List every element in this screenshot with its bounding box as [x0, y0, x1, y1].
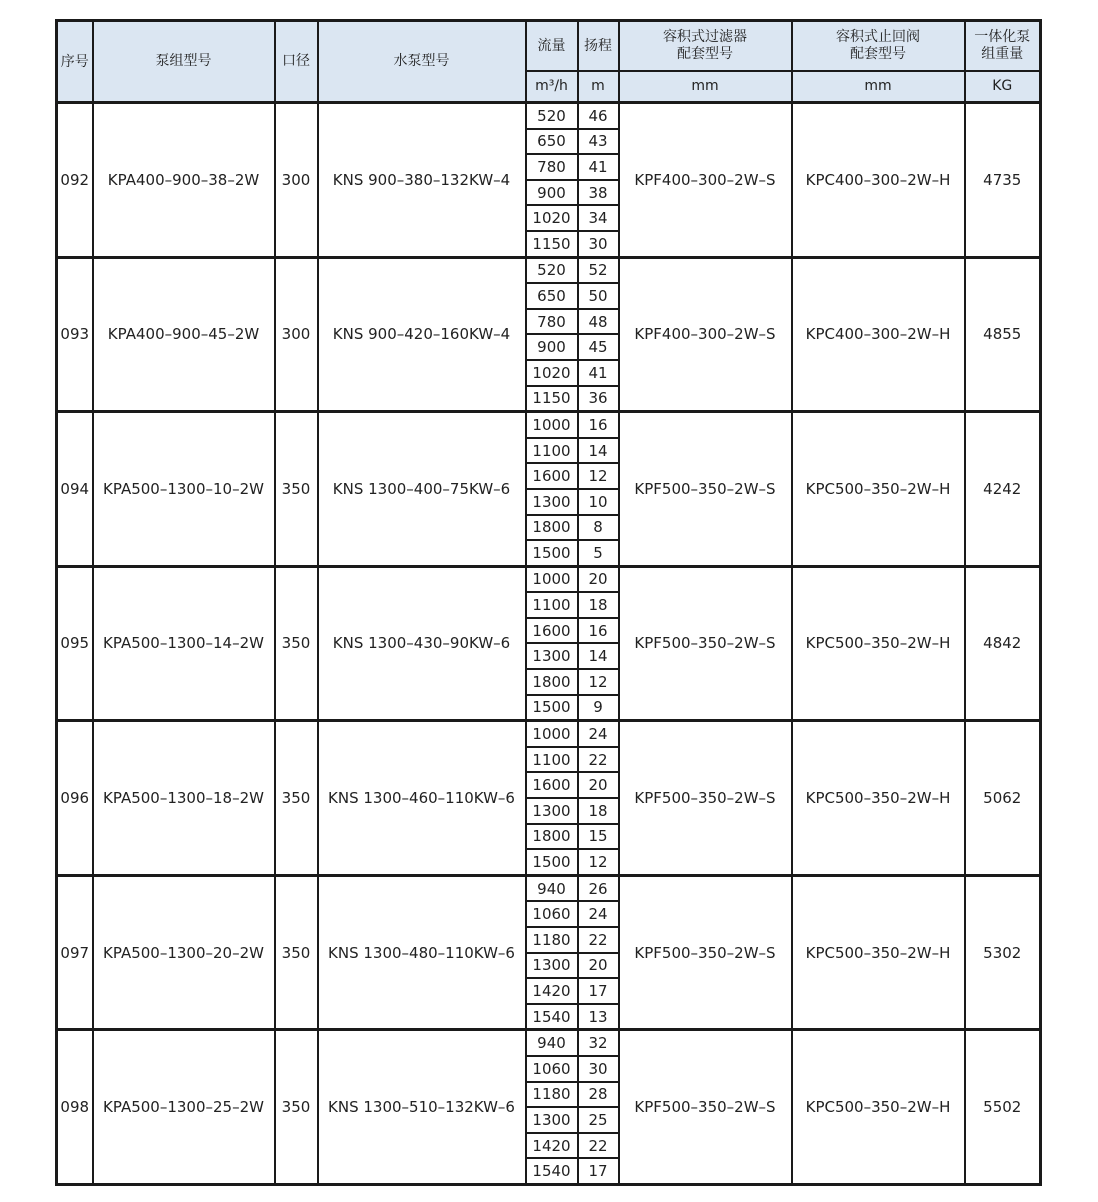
flow-cell: 1540	[526, 1004, 578, 1030]
pump-set-model-cell: KPA500–1300–14–2W	[93, 566, 275, 721]
flow-cell: 780	[526, 309, 578, 335]
head-cell: 8	[578, 515, 619, 541]
head-cell: 18	[578, 798, 619, 824]
caliber-cell: 350	[275, 1030, 318, 1185]
flow-cell: 1500	[526, 849, 578, 875]
pump-set-model-cell: KPA500–1300–25–2W	[93, 1030, 275, 1185]
header-pump-set-model: 泵组型号	[93, 21, 275, 103]
header-head: 扬程	[578, 21, 619, 72]
check-valve-model-cell: KPC500–350–2W–H	[792, 721, 965, 876]
flow-cell: 520	[526, 257, 578, 283]
check-valve-model-cell: KPC500–350–2W–H	[792, 1030, 965, 1185]
head-cell: 24	[578, 901, 619, 927]
flow-cell: 1180	[526, 927, 578, 953]
head-cell: 20	[578, 953, 619, 979]
head-cell: 16	[578, 412, 619, 438]
flow-cell: 1300	[526, 489, 578, 515]
head-cell: 22	[578, 927, 619, 953]
flow-cell: 1420	[526, 978, 578, 1004]
flow-cell: 1000	[526, 721, 578, 747]
flow-cell: 780	[526, 154, 578, 180]
seq-cell: 093	[57, 257, 93, 412]
seq-cell: 094	[57, 412, 93, 567]
flow-cell: 1150	[526, 386, 578, 412]
filter-model-cell: KPF500–350–2W–S	[619, 875, 792, 1030]
table-row	[57, 257, 1041, 283]
seq-cell: 097	[57, 875, 93, 1030]
caliber-cell: 350	[275, 875, 318, 1030]
check-valve-model-cell: KPC500–350–2W–H	[792, 412, 965, 567]
check-valve-model-cell: KPC500–350–2W–H	[792, 566, 965, 721]
flow-cell: 1600	[526, 772, 578, 798]
flow-cell: 1060	[526, 901, 578, 927]
head-cell: 48	[578, 309, 619, 335]
flow-cell: 900	[526, 180, 578, 206]
flow-cell: 1150	[526, 231, 578, 257]
unit-head: m	[578, 71, 619, 103]
pump-model-cell: KNS 900–420–160KW–4	[318, 257, 526, 412]
flow-cell: 1500	[526, 540, 578, 566]
head-cell: 9	[578, 695, 619, 721]
head-cell: 30	[578, 231, 619, 257]
flow-cell: 1020	[526, 360, 578, 386]
unit-filter: mm	[619, 71, 792, 103]
head-cell: 12	[578, 463, 619, 489]
filter-model-cell: KPF500–350–2W–S	[619, 721, 792, 876]
flow-cell: 900	[526, 334, 578, 360]
head-cell: 14	[578, 438, 619, 464]
unit-weight: KG	[965, 71, 1041, 103]
head-cell: 22	[578, 747, 619, 773]
flow-cell: 1000	[526, 412, 578, 438]
header-filter-model: 容积式过滤器 配套型号	[619, 21, 792, 72]
head-cell: 52	[578, 257, 619, 283]
table-row	[57, 721, 1041, 747]
head-cell: 22	[578, 1133, 619, 1159]
flow-cell: 1100	[526, 438, 578, 464]
flow-cell: 1300	[526, 798, 578, 824]
head-cell: 25	[578, 1107, 619, 1133]
head-cell: 17	[578, 978, 619, 1004]
pump-model-cell: KNS 1300–430–90KW–6	[318, 566, 526, 721]
check-valve-model-cell: KPC400–300–2W–H	[792, 257, 965, 412]
table-header	[57, 21, 1041, 103]
unit-check-valve: mm	[792, 71, 965, 103]
head-cell: 34	[578, 205, 619, 231]
flow-cell: 520	[526, 103, 578, 129]
head-cell: 45	[578, 334, 619, 360]
head-cell: 30	[578, 1056, 619, 1082]
head-cell: 41	[578, 360, 619, 386]
flow-cell: 1540	[526, 1158, 578, 1184]
flow-cell: 940	[526, 1030, 578, 1056]
weight-cell: 5302	[965, 875, 1041, 1030]
unit-flow: m³/h	[526, 71, 578, 103]
flow-cell: 1800	[526, 824, 578, 850]
flow-cell: 1100	[526, 747, 578, 773]
pump-set-model-cell: KPA400–900–38–2W	[93, 103, 275, 258]
filter-model-cell: KPF500–350–2W–S	[619, 412, 792, 567]
flow-cell: 1500	[526, 695, 578, 721]
flow-cell: 1600	[526, 618, 578, 644]
seq-cell: 096	[57, 721, 93, 876]
flow-cell: 940	[526, 875, 578, 901]
pump-set-model-cell: KPA500–1300–18–2W	[93, 721, 275, 876]
header-pump-model: 水泵型号	[318, 21, 526, 103]
head-cell: 5	[578, 540, 619, 566]
flow-cell: 650	[526, 283, 578, 309]
flow-cell: 650	[526, 129, 578, 155]
caliber-cell: 350	[275, 412, 318, 567]
table-row	[57, 103, 1041, 129]
head-cell: 43	[578, 129, 619, 155]
flow-cell: 1000	[526, 566, 578, 592]
head-cell: 10	[578, 489, 619, 515]
weight-cell: 4855	[965, 257, 1041, 412]
header-flow: 流量	[526, 21, 578, 72]
head-cell: 41	[578, 154, 619, 180]
head-cell: 12	[578, 849, 619, 875]
flow-cell: 1300	[526, 953, 578, 979]
pump-set-model-cell: KPA400–900–45–2W	[93, 257, 275, 412]
pump-model-cell: KNS 1300–460–110KW–6	[318, 721, 526, 876]
head-cell: 36	[578, 386, 619, 412]
header-caliber: 口径	[275, 21, 318, 103]
head-cell: 18	[578, 592, 619, 618]
filter-model-cell: KPF500–350–2W–S	[619, 1030, 792, 1185]
head-cell: 38	[578, 180, 619, 206]
pump-model-cell: KNS 900–380–132KW–4	[318, 103, 526, 258]
flow-cell: 1300	[526, 643, 578, 669]
weight-cell: 5502	[965, 1030, 1041, 1185]
weight-cell: 5062	[965, 721, 1041, 876]
check-valve-model-cell: KPC400–300–2W–H	[792, 103, 965, 258]
seq-cell: 092	[57, 103, 93, 258]
head-cell: 15	[578, 824, 619, 850]
pump-set-model-cell: KPA500–1300–20–2W	[93, 875, 275, 1030]
head-cell: 26	[578, 875, 619, 901]
flow-cell: 1180	[526, 1082, 578, 1108]
head-cell: 13	[578, 1004, 619, 1030]
flow-cell: 1600	[526, 463, 578, 489]
head-cell: 28	[578, 1082, 619, 1108]
seq-cell: 095	[57, 566, 93, 721]
table-row	[57, 412, 1041, 438]
header-weight: 一体化泵 组重量	[965, 21, 1041, 72]
flow-cell: 1100	[526, 592, 578, 618]
seq-cell: 098	[57, 1030, 93, 1185]
head-cell: 14	[578, 643, 619, 669]
weight-cell: 4842	[965, 566, 1041, 721]
flow-cell: 1060	[526, 1056, 578, 1082]
head-cell: 46	[578, 103, 619, 129]
caliber-cell: 300	[275, 103, 318, 258]
check-valve-model-cell: KPC500–350–2W–H	[792, 875, 965, 1030]
pump-set-model-cell: KPA500–1300–10–2W	[93, 412, 275, 567]
caliber-cell: 350	[275, 566, 318, 721]
table-row	[57, 566, 1041, 592]
pump-model-cell: KNS 1300–510–132KW–6	[318, 1030, 526, 1185]
head-cell: 20	[578, 772, 619, 798]
head-cell: 50	[578, 283, 619, 309]
filter-model-cell: KPF500–350–2W–S	[619, 566, 792, 721]
head-cell: 12	[578, 669, 619, 695]
caliber-cell: 350	[275, 721, 318, 876]
pump-model-cell: KNS 1300–480–110KW–6	[318, 875, 526, 1030]
flow-cell: 1020	[526, 205, 578, 231]
table-row	[57, 875, 1041, 901]
table-row	[57, 1030, 1041, 1056]
head-cell: 16	[578, 618, 619, 644]
weight-cell: 4242	[965, 412, 1041, 567]
pump-spec-table	[55, 19, 1042, 1186]
filter-model-cell: KPF400–300–2W–S	[619, 257, 792, 412]
head-cell: 32	[578, 1030, 619, 1056]
head-cell: 20	[578, 566, 619, 592]
header-seq: 序号	[57, 21, 93, 103]
flow-cell: 1420	[526, 1133, 578, 1159]
flow-cell: 1800	[526, 515, 578, 541]
caliber-cell: 300	[275, 257, 318, 412]
filter-model-cell: KPF400–300–2W–S	[619, 103, 792, 258]
header-check-valve-model: 容积式止回阀 配套型号	[792, 21, 965, 72]
head-cell: 24	[578, 721, 619, 747]
flow-cell: 1800	[526, 669, 578, 695]
flow-cell: 1300	[526, 1107, 578, 1133]
table-body	[57, 103, 1041, 1185]
weight-cell: 4735	[965, 103, 1041, 258]
pump-model-cell: KNS 1300–400–75KW–6	[318, 412, 526, 567]
head-cell: 17	[578, 1158, 619, 1184]
